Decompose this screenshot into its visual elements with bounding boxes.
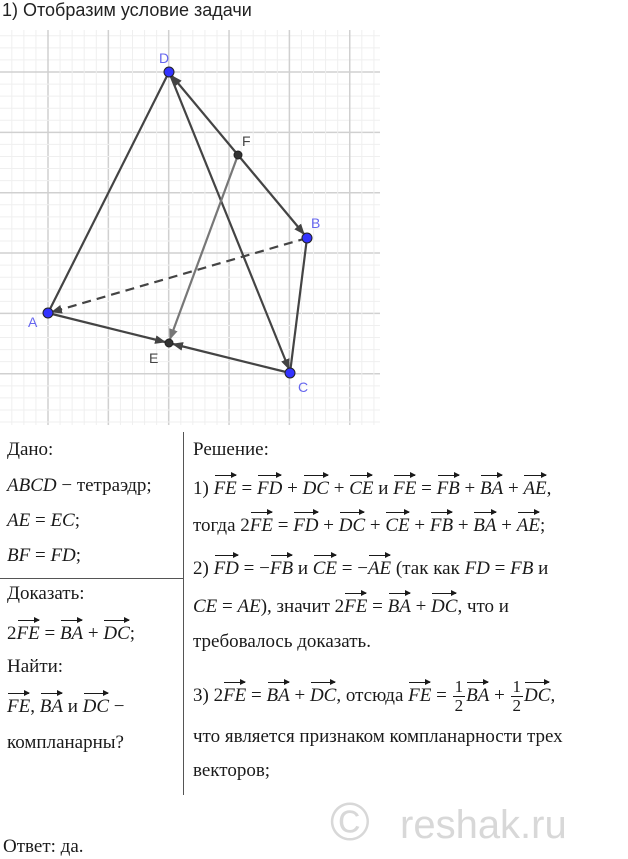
prove-line [7, 618, 135, 646]
math-term: ABCD [7, 475, 57, 496]
math-term: AE [237, 596, 261, 617]
watermark-text: reshak.ru [400, 803, 567, 847]
text: = [272, 515, 294, 536]
vector: AE [523, 473, 546, 501]
vector-CE [173, 344, 290, 373]
point-label: A [28, 314, 38, 330]
given-heading: Дано: [7, 439, 54, 460]
text: + [289, 684, 310, 706]
fraction [511, 678, 524, 715]
denominator: 2 [454, 696, 464, 715]
text: , [30, 696, 40, 717]
text: = [246, 684, 267, 706]
math-term: BF [7, 545, 31, 566]
math-term: CE [193, 596, 218, 617]
vector: DC [83, 691, 109, 719]
text: 2) [193, 558, 214, 579]
given-divider [0, 578, 183, 579]
text: + [318, 515, 339, 536]
numerator: 1 [512, 677, 522, 696]
vector: FE [223, 680, 246, 708]
text: = [416, 478, 437, 499]
point-E [165, 339, 173, 347]
text: и [62, 696, 83, 717]
vector: DC [310, 680, 336, 708]
text: ), значит 2 [260, 596, 345, 617]
vector: CE [349, 473, 373, 501]
vector: FB [430, 510, 453, 538]
vector: BA [480, 473, 503, 501]
vector: DC [103, 618, 129, 646]
text: = [431, 684, 452, 706]
text: 3) 2 [193, 684, 224, 706]
text: + [503, 478, 524, 499]
vector: BA [388, 591, 411, 619]
prove-heading: Доказать: [7, 583, 85, 604]
text: + [409, 515, 430, 536]
math-term: AE [7, 510, 31, 531]
text: компланарны? [7, 732, 124, 753]
text: = [236, 478, 258, 499]
answer: Ответ: да. [3, 836, 84, 857]
vector: CE [313, 553, 337, 581]
text: + [489, 684, 510, 706]
solution-line [193, 725, 563, 749]
edges [48, 72, 307, 373]
point-D [164, 67, 174, 77]
vector: BA [267, 680, 290, 708]
vector: BA [60, 618, 83, 646]
point-label: E [149, 350, 159, 366]
given-line [7, 544, 81, 568]
text: тогда 2 [193, 515, 250, 536]
fraction [453, 678, 466, 715]
vector: AE [368, 553, 391, 581]
find-line [7, 691, 124, 719]
math-term: FB [510, 558, 534, 579]
given-line [7, 509, 80, 533]
solution-line [193, 510, 545, 538]
text: и [373, 478, 394, 499]
vector: DC [339, 510, 365, 538]
vector: FE [17, 618, 40, 646]
text: что является признаком компланарности трех [193, 726, 563, 747]
grid [0, 30, 380, 425]
text: + [459, 478, 481, 499]
column-divider [183, 432, 184, 795]
text: , [546, 478, 552, 499]
text: ; [74, 510, 80, 531]
text: ; [75, 545, 82, 566]
point-label: C [298, 379, 309, 395]
edge-BC [290, 238, 307, 373]
solution-line [193, 553, 548, 581]
text: = [39, 623, 60, 644]
vector: FB [437, 473, 460, 501]
text: + [83, 623, 104, 644]
text: , [550, 684, 556, 706]
text: + [328, 478, 350, 499]
text: + [282, 478, 303, 499]
vector: BA [40, 691, 63, 719]
text: + [453, 515, 474, 536]
vector: FE [214, 473, 237, 501]
vector: DC [431, 591, 457, 619]
tetrahedron-diagram [0, 30, 380, 425]
text: 1) [193, 478, 214, 499]
vector: FE [408, 680, 431, 708]
given-line [7, 474, 152, 498]
vector: FD [257, 473, 282, 501]
text: ; [129, 623, 136, 644]
solution-line [193, 591, 509, 619]
text: = [30, 545, 51, 566]
vector: FD [214, 553, 239, 581]
math-term: FD [50, 545, 76, 566]
text: , что и [457, 596, 509, 617]
text: и [293, 558, 313, 579]
vector: FE [393, 473, 416, 501]
watermark-copyright-icon: © [330, 792, 370, 852]
vector: FE [344, 591, 367, 619]
point-F [234, 151, 242, 159]
numerator: 1 [454, 677, 464, 696]
denominator: 2 [512, 696, 522, 715]
text: + [410, 596, 432, 617]
text: ; [539, 515, 546, 536]
text: = − [337, 558, 368, 579]
text: + [365, 515, 386, 536]
text: векторов; [193, 760, 271, 781]
solution-line [193, 759, 270, 783]
text: − тетраэдр; [56, 475, 152, 496]
text: − [109, 696, 125, 717]
text: , отсюда [336, 684, 409, 706]
vector: FB [270, 553, 293, 581]
solution-line [193, 630, 371, 654]
find-heading: Найти: [7, 656, 64, 677]
text: 2 [7, 623, 17, 644]
vector: BA [473, 510, 496, 538]
solution-heading: Решение: [193, 439, 269, 460]
point-B [302, 233, 312, 243]
point-A [43, 308, 53, 318]
text: и [533, 558, 549, 579]
point-label: B [311, 215, 321, 231]
vector: CE [385, 510, 409, 538]
point-C [285, 368, 295, 378]
text: = [367, 596, 388, 617]
point-label: F [242, 133, 251, 149]
vector: FE [7, 691, 30, 719]
vector: AE [517, 510, 540, 538]
find-line [7, 731, 124, 755]
math-term: FD [464, 558, 490, 579]
vector: FD [293, 510, 318, 538]
text: + [496, 515, 517, 536]
vector-FE [170, 155, 238, 339]
point-label: D [159, 50, 170, 66]
text: = [30, 510, 51, 531]
text: (так как [391, 558, 465, 579]
vector: FE [250, 510, 273, 538]
vector: DC [524, 680, 550, 708]
text: = [217, 596, 238, 617]
text: требовалось доказать. [193, 631, 371, 652]
text: = − [238, 558, 270, 579]
vector: DC [303, 473, 329, 501]
section-title: 1) Отобразим условие задачи [2, 0, 252, 20]
math-term: EC [50, 510, 75, 531]
vector: BA [466, 680, 489, 708]
vector-FB [238, 155, 304, 234]
solution-line [193, 678, 555, 715]
solution-line [193, 473, 551, 501]
text: = [489, 558, 511, 579]
